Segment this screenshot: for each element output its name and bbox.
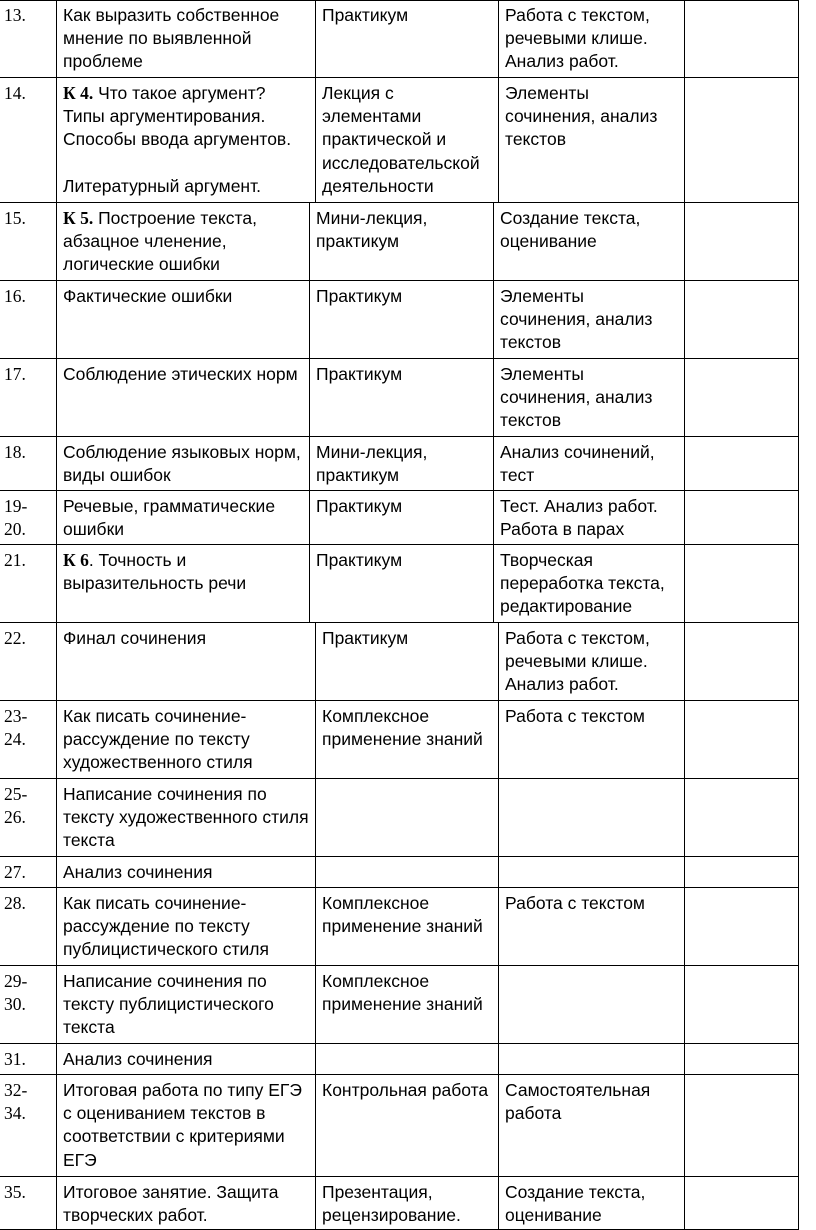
- column-rule: [684, 78, 685, 203]
- row-number: 23- 24.: [4, 706, 28, 750]
- column-rule: [798, 281, 799, 359]
- row-rule: [0, 1074, 798, 1075]
- column-rule: [56, 966, 57, 1044]
- row-topic: Итоговое занятие. Защита творческих работ.: [63, 1182, 279, 1226]
- column-rule: [56, 78, 57, 203]
- row-topic: [63, 207, 304, 277]
- row-topic: Итоговая работа по типу ЕГЭ с оцениванием текстов в соответствии с критериями ЕГЭ: [63, 1080, 302, 1170]
- column-rule: [684, 888, 685, 966]
- row-activity: Работа с текстом: [505, 893, 645, 913]
- row-number: 35.: [4, 1182, 26, 1202]
- column-rule: [315, 1044, 316, 1075]
- column-rule: [315, 1177, 316, 1230]
- row-activity: Тест. Анализ работ. Работа в парах: [500, 496, 658, 540]
- column-rule: [798, 857, 799, 888]
- row-rule: [0, 622, 798, 623]
- row-rule: [0, 358, 798, 359]
- column-rule: [684, 281, 685, 359]
- row-activity: Элементы сочинения, анализ текстов: [505, 83, 658, 150]
- column-rule: [56, 545, 57, 623]
- row-rule: [0, 1043, 798, 1044]
- row-activity: Создание текста, оценивание: [500, 208, 641, 252]
- column-rule: [315, 966, 316, 1044]
- column-rule: [798, 1044, 799, 1075]
- column-rule: [498, 857, 499, 888]
- column-rule: [56, 888, 57, 966]
- column-rule: [315, 623, 316, 701]
- row-rule: [0, 965, 798, 966]
- column-rule: [798, 966, 799, 1044]
- column-rule: [684, 779, 685, 857]
- row-form: Практикум: [322, 5, 409, 25]
- row-rule: [0, 280, 798, 281]
- column-rule: [498, 1177, 499, 1230]
- row-number: 27.: [4, 862, 26, 882]
- column-rule: [684, 857, 685, 888]
- column-rule: [56, 701, 57, 779]
- column-rule: [684, 1044, 685, 1075]
- row-form: Контрольная работа: [322, 1080, 489, 1100]
- column-rule: [315, 701, 316, 779]
- row-topic: Анализ сочинения: [63, 1049, 213, 1069]
- row-number: 18.: [4, 442, 26, 462]
- row-topic: [63, 82, 310, 198]
- column-rule: [684, 1075, 685, 1177]
- column-rule: [56, 857, 57, 888]
- column-rule: [798, 779, 799, 857]
- column-rule: [684, 491, 685, 545]
- row-topic: Написание сочинения по тексту публицистического текста: [63, 971, 274, 1038]
- row-form: Комплексное применение знаний: [322, 971, 483, 1015]
- row-topic: Как выразить собственное мнение по выявленной проблеме: [63, 5, 280, 72]
- column-rule: [498, 1075, 499, 1177]
- row-rule: [0, 887, 798, 888]
- column-rule: [56, 1075, 57, 1177]
- row-rule: [0, 77, 798, 78]
- column-rule: [309, 545, 310, 623]
- row-number: 14.: [4, 83, 26, 103]
- row-number: 13.: [4, 5, 26, 25]
- column-rule: [798, 1177, 799, 1230]
- column-rule: [309, 437, 310, 491]
- row-topic: Как писать сочинение-рассуждение по тексту публицистического стиля: [63, 893, 269, 960]
- column-rule: [56, 1177, 57, 1230]
- row-rule: [0, 856, 798, 857]
- column-rule: [498, 78, 499, 203]
- column-rule: [798, 0, 799, 78]
- row-topic: Написание сочинения по тексту художественного стиля текста: [63, 784, 309, 851]
- row-form: Презентация, рецензирование.: [322, 1182, 461, 1226]
- row-number: 32- 34.: [4, 1080, 28, 1124]
- topic-text: Построение текста, абзацное членение, логические ошибки: [63, 208, 257, 275]
- row-rule: [0, 0, 798, 1]
- column-rule: [56, 1044, 57, 1075]
- lesson-code: К 6: [63, 550, 89, 570]
- column-rule: [56, 203, 57, 281]
- column-rule: [309, 359, 310, 437]
- row-topic: [63, 549, 304, 595]
- column-rule: [684, 203, 685, 281]
- row-form: Комплексное применение знаний: [322, 706, 483, 750]
- row-activity: Творческая переработка текста, редактирование: [500, 550, 665, 617]
- row-number: 17.: [4, 364, 26, 384]
- column-rule: [684, 623, 685, 701]
- row-rule: [0, 436, 798, 437]
- lesson-code: К 4.: [63, 83, 94, 103]
- column-rule: [493, 491, 494, 545]
- column-rule: [498, 701, 499, 779]
- row-rule: [0, 1176, 798, 1177]
- row-form: Практикум: [316, 550, 403, 570]
- column-rule: [798, 623, 799, 701]
- column-rule: [309, 491, 310, 545]
- row-form: Практикум: [316, 364, 403, 384]
- column-rule: [493, 281, 494, 359]
- column-rule: [56, 779, 57, 857]
- column-rule: [684, 966, 685, 1044]
- row-topic: Финал сочинения: [63, 628, 207, 648]
- row-rule: [0, 700, 798, 701]
- column-rule: [684, 1177, 685, 1230]
- row-activity: Работа с текстом, речевыми клише. Анализ работ.: [505, 5, 650, 72]
- row-number: 29- 30.: [4, 971, 28, 1015]
- row-rule: [0, 202, 798, 203]
- column-rule: [684, 437, 685, 491]
- column-rule: [56, 491, 57, 545]
- column-rule: [315, 0, 316, 78]
- column-rule: [798, 888, 799, 966]
- topic-text: . Точность и выразительность речи: [63, 550, 247, 594]
- row-number: 31.: [4, 1049, 26, 1069]
- row-activity: Работа с текстом, речевыми клише. Анализ работ.: [505, 628, 650, 695]
- row-number: 15.: [4, 208, 26, 228]
- column-rule: [684, 0, 685, 78]
- column-rule: [56, 0, 57, 78]
- row-form: Практикум: [316, 496, 403, 516]
- column-rule: [798, 545, 799, 623]
- row-form: Мини-лекция, практикум: [316, 442, 428, 486]
- row-rule: [0, 544, 798, 545]
- row-form: Практикум: [316, 286, 403, 306]
- column-rule: [315, 78, 316, 203]
- column-rule: [498, 0, 499, 78]
- row-activity: Анализ сочинений, тест: [500, 442, 655, 486]
- column-rule: [798, 437, 799, 491]
- column-rule: [56, 281, 57, 359]
- row-topic: Фактические ошибки: [63, 286, 233, 306]
- row-number: 16.: [4, 286, 26, 306]
- row-form: Комплексное применение знаний: [322, 893, 483, 937]
- row-number: 28.: [4, 893, 26, 913]
- column-rule: [798, 491, 799, 545]
- column-rule: [498, 623, 499, 701]
- row-number: 25- 26.: [4, 784, 28, 828]
- column-rule: [315, 779, 316, 857]
- column-rule: [315, 888, 316, 966]
- row-rule: [0, 490, 798, 491]
- row-form: Лекция с элементами практической и исследовательской деятельности: [322, 83, 480, 196]
- column-rule: [498, 966, 499, 1044]
- column-rule: [56, 437, 57, 491]
- column-rule: [798, 203, 799, 281]
- column-rule: [798, 78, 799, 203]
- column-rule: [684, 545, 685, 623]
- column-rule: [493, 359, 494, 437]
- topic-text: Что такое аргумент? Типы аргументирования. Способы ввода аргументов. Литературный аргумент.: [63, 83, 292, 196]
- row-topic: Соблюдение языковых норм, виды ошибок: [63, 442, 301, 486]
- row-activity: Элементы сочинения, анализ текстов: [500, 286, 653, 353]
- column-rule: [315, 857, 316, 888]
- row-topic: Анализ сочинения: [63, 862, 213, 882]
- row-topic: Речевые, грамматические ошибки: [63, 496, 276, 540]
- row-activity: Создание текста, оценивание: [505, 1182, 646, 1226]
- row-topic: Соблюдение этических норм: [63, 364, 298, 384]
- column-rule: [684, 701, 685, 779]
- row-form: Мини-лекция, практикум: [316, 208, 428, 252]
- row-form: Практикум: [322, 628, 409, 648]
- column-rule: [309, 281, 310, 359]
- row-activity: Элементы сочинения, анализ текстов: [500, 364, 653, 431]
- column-rule: [498, 779, 499, 857]
- column-rule: [498, 1044, 499, 1075]
- lesson-code: К 5.: [63, 208, 94, 228]
- column-rule: [498, 888, 499, 966]
- row-topic: Как писать сочинение-рассуждение по тексту художественного стиля: [63, 706, 253, 773]
- row-number: 21.: [4, 550, 26, 570]
- column-rule: [493, 437, 494, 491]
- column-rule: [56, 359, 57, 437]
- row-number: 22.: [4, 628, 26, 648]
- column-rule: [493, 545, 494, 623]
- column-rule: [315, 1075, 316, 1177]
- column-rule: [798, 359, 799, 437]
- column-rule: [798, 1075, 799, 1177]
- row-number: 19- 20.: [4, 496, 28, 540]
- row-activity: Работа с текстом: [505, 706, 645, 726]
- row-rule: [0, 778, 798, 779]
- column-rule: [56, 623, 57, 701]
- column-rule: [798, 701, 799, 779]
- column-rule: [684, 359, 685, 437]
- column-rule: [309, 203, 310, 281]
- column-rule: [493, 203, 494, 281]
- row-activity: Самостоятельная работа: [505, 1080, 651, 1124]
